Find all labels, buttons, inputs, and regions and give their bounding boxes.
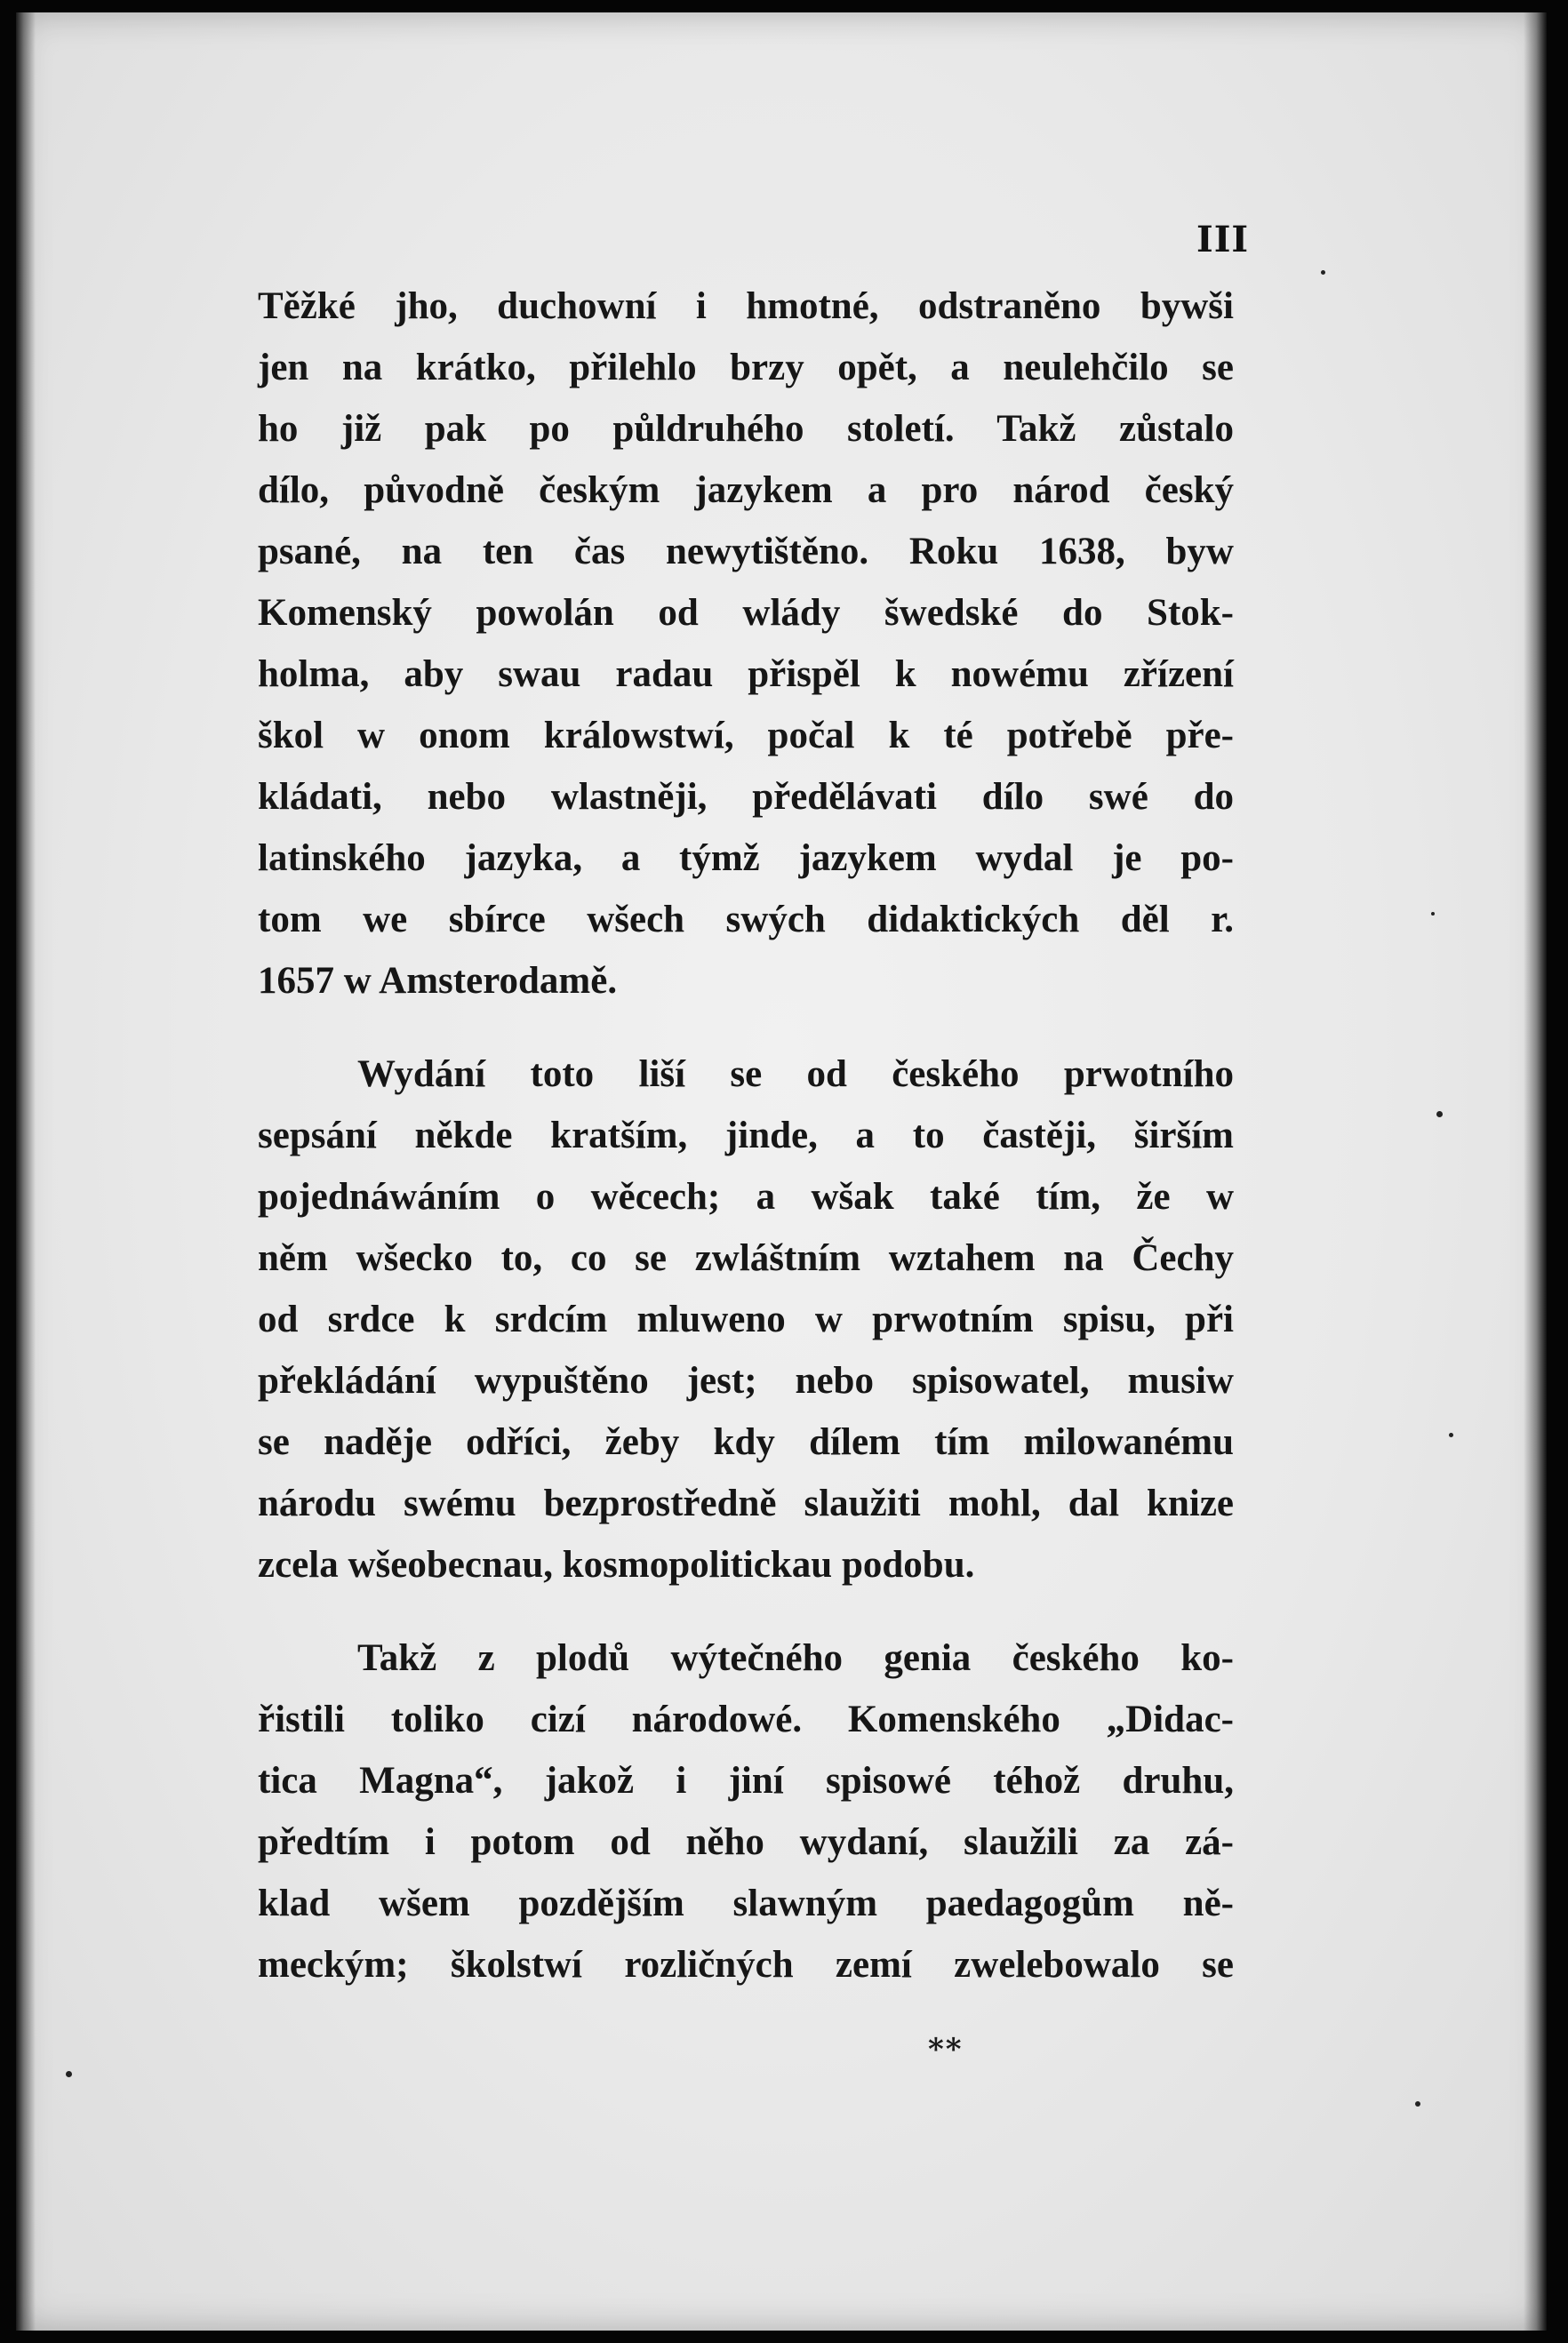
text-line: meckým; školstwí rozličných zemí zwelebowalo se (258, 1944, 1234, 1986)
text-line: zcela wšeobecnau, kosmopolitickau podobu. (258, 1544, 975, 1586)
text-line: od srdce k srdcím mluweno w prwotním spisu, při (258, 1299, 1234, 1340)
page-shadow-left (16, 12, 36, 2331)
text-line: psané, na ten čas newytištěno. Roku 1638, byw (258, 531, 1234, 572)
text-line: Takž z plodů wýtečného genia českého ko- (357, 1637, 1234, 1679)
text-line: klad wšem pozdějším slawným paedagogům ně- (258, 1883, 1234, 1924)
text-line: Těžké jho, duchowní i hmotné, odstraněno bywši (258, 285, 1234, 327)
scan-speck (66, 2071, 72, 2077)
text-line: sepsání někde kratším, jinde, a to častěji, širším (258, 1115, 1234, 1156)
text-line: jen na krátko, přilehlo brzy opět, a neulehčilo se (258, 347, 1234, 388)
text-line: holma, aby swau radau přispěl k nowému zřízení (258, 653, 1234, 695)
paper-sheet (16, 12, 1547, 2331)
text-line: latinského jazyka, a týmž jazykem wydal je po- (258, 837, 1234, 879)
scan-speck (1449, 1433, 1453, 1437)
text-line: Wydání toto liší se od českého prwotního (357, 1053, 1234, 1095)
text-line: tica Magna“, jakož i jiní spisowé téhož druhu, (258, 1760, 1234, 1802)
text-line: předtím i potom od něho wydaní, slaužili za zá- (258, 1821, 1234, 1863)
text-line: škol w onom králowstwí, počal k té potřebě pře- (258, 715, 1234, 756)
text-line: ho již pak po půldruhého století. Takž zůstalo (258, 408, 1234, 450)
text-line: pojednáwáním o wěcech; a wšak také tím, že w (258, 1176, 1234, 1218)
text-line: překládání wypuštěno jest; nebo spisowatel, musiw (258, 1360, 1234, 1402)
paragraph-gap (258, 1595, 1234, 1627)
page-number: III (1196, 219, 1250, 260)
page-shadow-right (1524, 12, 1547, 2331)
paragraph-gap (258, 1012, 1234, 1044)
scan-speck (1431, 912, 1435, 916)
text-line: 1657 w Amsterodamě. (258, 960, 618, 1002)
scan-speck (1436, 1111, 1443, 1117)
text-line: se naděje odříci, žeby kdy dílem tím milowanému (258, 1421, 1234, 1463)
scan-speck (1321, 270, 1325, 275)
scan-speck (1415, 2101, 1420, 2107)
text-line: tom we sbírce wšech swých didaktických děl r. (258, 899, 1234, 940)
body-text (258, 276, 1234, 1995)
text-line: něm wšecko to, co se zwláštním wztahem na Čechy (258, 1237, 1234, 1279)
signature-mark: ** (928, 2032, 964, 2067)
text-line: kládati, nebo wlastněji, předělávati dílo swé do (258, 776, 1234, 818)
text-line: Komenský powolán od wlády šwedské do Stok- (258, 592, 1234, 634)
text-line: dílo, původně českým jazykem a pro národ český (258, 469, 1234, 511)
text-line: řistili toliko cizí národowé. Komenského „Didac- (258, 1699, 1234, 1740)
text-line: národu swému bezprostředně slaužiti mohl, dal knize (258, 1483, 1234, 1524)
